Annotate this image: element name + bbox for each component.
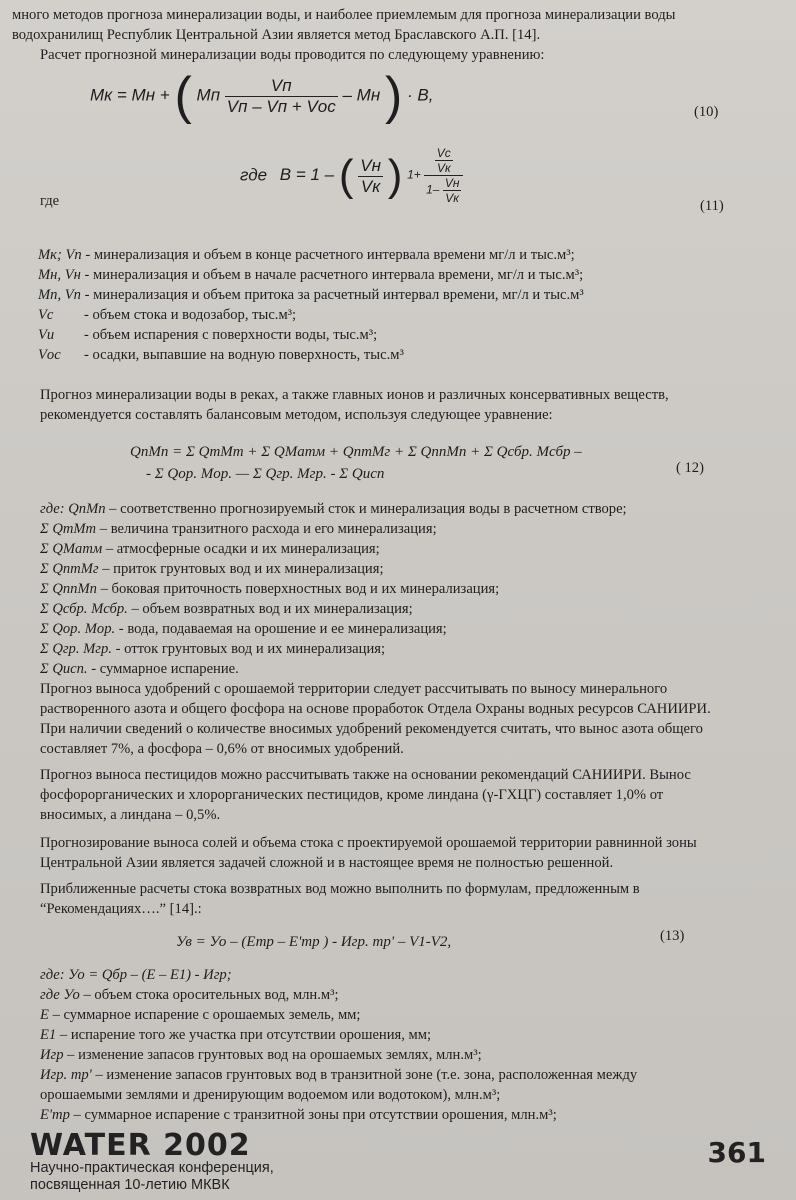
eq11-exp-numerator	[424, 146, 463, 176]
eq10-fraction	[225, 76, 338, 117]
para4-line: Прогноз выноса пестицидов можно рассчитывать также на основании рекомендаций САНИИРИ. Вынос	[40, 767, 691, 783]
paren-left: (	[174, 67, 192, 125]
intro-line-3: Расчет прогнозной минерализации воды проводится по следующему уравнению:	[40, 47, 545, 63]
eq10-tail: · B,	[407, 85, 434, 105]
eq10-minus: – Мн	[342, 85, 381, 105]
def-row: где Уо – объем стока оросительных вод, млн.м³;	[40, 987, 339, 1003]
paren-right: )	[387, 151, 403, 200]
eq11-base	[358, 156, 383, 197]
eq12-line-2: - Σ Qор. Mор. — Σ Qгр. Mгр. - Σ Qисп	[146, 466, 385, 482]
eq11-where-inner: где	[240, 165, 268, 185]
eq11-exp-num-top: Vс	[436, 146, 451, 160]
conference-logo: WATER 2002	[30, 1128, 251, 1163]
eq11-exp-denominator	[424, 176, 463, 205]
intro-line-2: водохранилищ Республик Центральной Азии является метод Браславского А.П. [14].	[12, 27, 541, 43]
def-row: Σ QппMп – боковая приточность поверхностных вод и их минерализация;	[40, 581, 500, 597]
def-row: Vи - объем испарения с поверхности воды, тыс.м³;	[38, 327, 378, 343]
def-row: E'тр – суммарное испарение с транзитной зоны при отсутствии орошения, млн.м³;	[40, 1107, 557, 1123]
def-row: Мк; Vп - минерализация и объем в конце расчетного интервала времени мг/л и тыс.м³;	[38, 247, 575, 263]
eq10-mid: Мп	[196, 85, 221, 105]
eq11-exp-lead: 1+	[407, 167, 421, 182]
intro-line-1: много методов прогноза минерализации воды, и наиболее приемлемым для прогноза минерализации воды	[12, 7, 676, 23]
para3-line: растворенного азота и общего фосфора на основе проработок Отдела Охраны водных ресурсов САНИИРИ.	[40, 701, 711, 717]
eq13-number: (13)	[660, 928, 685, 944]
def-row: Игр – изменение запасов грунтовых вод на орошаемых землях, млн.м³;	[40, 1047, 482, 1063]
para5-line: Прогнозирование выноса солей и объема стока с проектируемой орошаемой территории равнинной зоны	[40, 835, 697, 851]
para2-line-2: рекомендуется составлять балансовым методом, используя следующее уравнение:	[40, 407, 553, 423]
eq11-exp-den-lead: 1–	[426, 182, 440, 197]
def-row: Σ QтMт – величина транзитного расхода и его минерализация;	[40, 521, 437, 537]
page-number: 361	[707, 1136, 766, 1169]
paren-right: )	[384, 67, 403, 125]
para2-line-1: Прогноз минерализации воды в реках, а также главных ионов и различных консервативных веществ,	[40, 387, 669, 403]
conference-subtitle-2: посвященная 10-летию МКВК	[30, 1177, 230, 1193]
eq11-exp-den-bot: Vк	[445, 191, 459, 205]
def-row: Vс - объем стока и водозабор, тыс.м³;	[38, 307, 297, 323]
def-row: Vос - осадки, выпавшие на водную поверхность, тыс.м³	[38, 347, 404, 363]
para3-line: Прогноз выноса удобрений с орошаемой территории следует рассчитывать по выносу минерального	[40, 681, 668, 697]
def-row: орошаемыми землями и дренирующим водоемом или водотоком), млн.м³;	[40, 1087, 501, 1103]
eq11-lhs: B = 1 –	[279, 165, 335, 185]
eq10-lhs: Мк = Мн +	[90, 85, 170, 105]
def-row: E1 – испарение того же участка при отсутствии орошения, мм;	[40, 1027, 432, 1043]
para6-line: Приближенные расчеты стока возвратных вод можно выполнить по формулам, предложенным в	[40, 881, 640, 897]
def-row: Σ Qисп. - суммарное испарение.	[40, 661, 239, 677]
para3-line: При наличии сведений о количестве вносимых удобрений рекомендуется считать, что вынос азота общего	[40, 721, 703, 737]
eq10-denominator: Vп – Vп + Vос	[226, 96, 336, 116]
eq11-exp-den-top: Vн	[444, 176, 460, 190]
eq11-exp-fraction	[424, 146, 463, 205]
def-row: Мн, Vн - минерализация и объем в начале расчетного интервала времени, мг/л и тыс.м³;	[38, 267, 584, 283]
def-row: Σ QMатм – атмосферные осадки и их минерализация;	[40, 541, 380, 557]
eq11-number: (11)	[700, 198, 724, 214]
equation-11	[240, 146, 463, 205]
def-row: Σ QптMг – приток грунтовых вод и их минерализация;	[40, 561, 384, 577]
def-row: Мп, Vп - минерализация и объем притока за расчетный интервал времени, мг/л и тыс.м³	[38, 287, 584, 303]
para6-line: “Рекомендациях….” [14].:	[40, 901, 202, 917]
eq10-numerator: Vп	[225, 76, 338, 97]
def-row: Σ Qсбр. Mсбр. – объем возвратных вод и их минерализация;	[40, 601, 413, 617]
def-row: E – суммарное испарение с орошаемых земель, мм;	[40, 1007, 361, 1023]
eq11-base-den: Vк	[360, 176, 381, 196]
def-row: где: Уо = Qбр – (E – E1) - Игр;	[40, 967, 232, 983]
def-row: где: QпMп – соответственно прогнозируемый сток и минерализация воды в расчетном створе;	[40, 501, 627, 517]
eq10-number: (10)	[694, 104, 719, 120]
para5-line: Центральной Азии является задачей сложной и в настоящее время не полностью решенной.	[40, 855, 614, 871]
conference-subtitle-1: Научно-практическая конференция,	[30, 1160, 274, 1176]
eq11-exponent	[407, 146, 463, 205]
paren-left: (	[338, 151, 354, 200]
eq11-base-num: Vн	[360, 155, 381, 175]
def-row: Σ Qгр. Mгр. - отток грунтовых вод и их минерализация;	[40, 641, 386, 657]
para3-line: составляет 7%, а фосфора – 0,6% от вносимых удобрений.	[40, 741, 404, 757]
eq11-where-left: где	[40, 193, 60, 209]
eq11-exp-num-bot: Vк	[436, 161, 451, 175]
para4-line: вносимых, а линдана – 0,5%.	[40, 807, 221, 823]
eq12-number: ( 12)	[676, 460, 704, 476]
para4-line: фосфорорганических и хлорорганических пестицидов, кроме линдана (γ-ГХЦГ) составляет 1,0% от	[40, 787, 664, 803]
def-row: Σ Qор. Mор. - вода, подаваемая на орошение и ее минерализация;	[40, 621, 447, 637]
equation-10	[90, 67, 434, 125]
eq13-formula: Ув = Уо – (Eтр – E'тр ) - Игр. тр' – V1-V2,	[176, 934, 452, 950]
def-row: Игр. тр' – изменение запасов грунтовых вод в транзитной зоне (т.е. зона, расположенная между	[40, 1067, 638, 1083]
eq12-line-1: QпMп = Σ QтMт + Σ QMатм + QптMг + Σ QппMп + Σ Qсбр. Mсбр –	[130, 444, 582, 460]
